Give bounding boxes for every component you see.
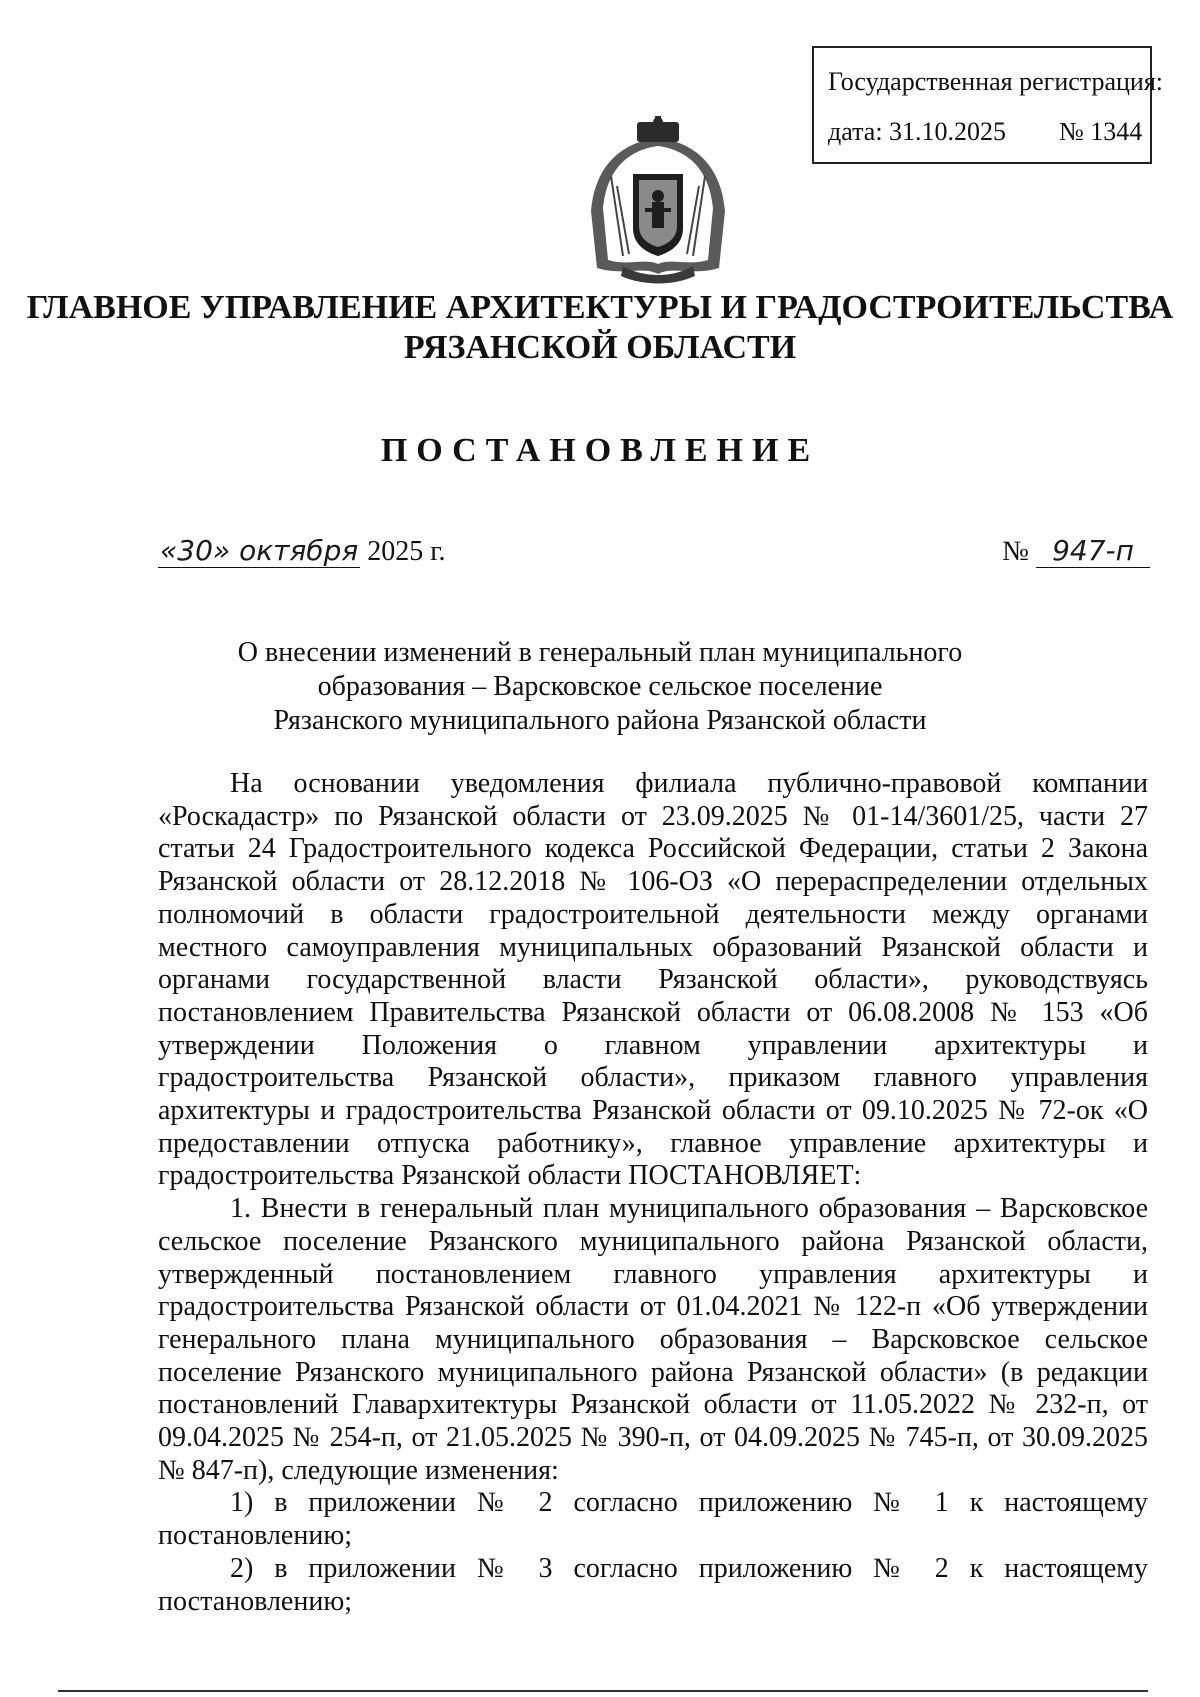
registration-date: дата: 31.10.2025 [828, 117, 1007, 146]
date-close-quote: » [212, 534, 231, 567]
registration-number: № 1344 [1059, 117, 1143, 146]
agency-line-1: ГЛАВНОЕ УПРАВЛЕНИЕ АРХИТЕКТУРЫ И ГРАДОСТРОИТЕЛЬСТВА [26, 289, 1174, 326]
document-date [158, 534, 446, 568]
subitem-1-paragraph: 1) в приложении № 2 согласно приложению № 1 к настоящему постановлению; [158, 1487, 1148, 1552]
document-type-heading: ПОСТАНОВЛЕНИЕ [380, 432, 820, 469]
date-year: 2025 г. [367, 536, 446, 567]
subject-line-2: образования – Варсковское сельское поселение [317, 671, 883, 702]
registration-title: Государственная регистрация: [828, 67, 1164, 96]
document-subject [180, 636, 1020, 738]
subject-line-1: О внесении изменений в генеральный план муниципального [237, 637, 963, 668]
preamble-paragraph: На основании уведомления филиала публично-правовой компании «Роскадастр» по Рязанской области от 23.09.2025 № 01-14/3601/25, части 27 статьи 24 Градостроительного кодекса Российской Федерации, статьи 2 Закона Рязанской области от 28.12.2018 № 106-ОЗ «О перераспределении отдельных полномочий в области градостроительной деятельности между органами местного самоуправления муниципальных образований Рязанской области и органами государственной власти Рязанской области», руководствуясь постановлением Правительства Рязанской области от 06.08.2008 № 153 «Об утверждении Положения о главном управлении архитектуры и градостроительства Рязанской области», приказом главного управления архитектуры и градостроительства Рязанской области от 09.10.2025 № 72-ок «О предоставлении отпуска работнику», главное управление архитектуры и градостроительства Рязанской области ПОСТАНОВЛЯЕТ: [158, 768, 1148, 1192]
registration-stamp [812, 46, 1164, 164]
subject-line-3: Рязанского муниципального района Рязанской области [273, 705, 927, 736]
number-label: № [1002, 536, 1029, 567]
document-body [158, 768, 1148, 1618]
date-open-quote: « [160, 534, 178, 567]
agency-name [0, 288, 1200, 368]
coat-of-arms-icon [583, 116, 733, 286]
date-day: 30 [177, 534, 213, 567]
subitem-2-paragraph: 2) в приложении № 3 согласно приложению № 2 к настоящему постановлению; [158, 1552, 1148, 1617]
document-number [1002, 534, 1150, 568]
number-value: 947-п [1036, 534, 1150, 568]
agency-line-2: РЯЗАНСКОЙ ОБЛАСТИ [403, 329, 797, 366]
page-bottom-divider [58, 1690, 1148, 1692]
item-1-paragraph: 1. Внести в генеральный план муниципального образования – Варсковское сельское поселение Рязанского муниципального района Рязанской области, утвержденный постановлением главного управления архитектуры и градостроительства Рязанской области от 01.04.2021 № 122-п «Об утверждении генерального плана муниципального образования – Варсковское сельское поселение Рязанского муниципального района Рязанской области» (в редакции постановлений Главархитектуры Рязанской области от 11.05.2022 № 232-п, от 09.04.2025 № 254-п, от 21.05.2025 № 390-п, от 04.09.2025 № 745-п, от 30.09.2025 № 847-п), следующие изменения: [158, 1193, 1148, 1486]
date-month: октября [239, 534, 359, 567]
date-handwritten [158, 534, 360, 568]
